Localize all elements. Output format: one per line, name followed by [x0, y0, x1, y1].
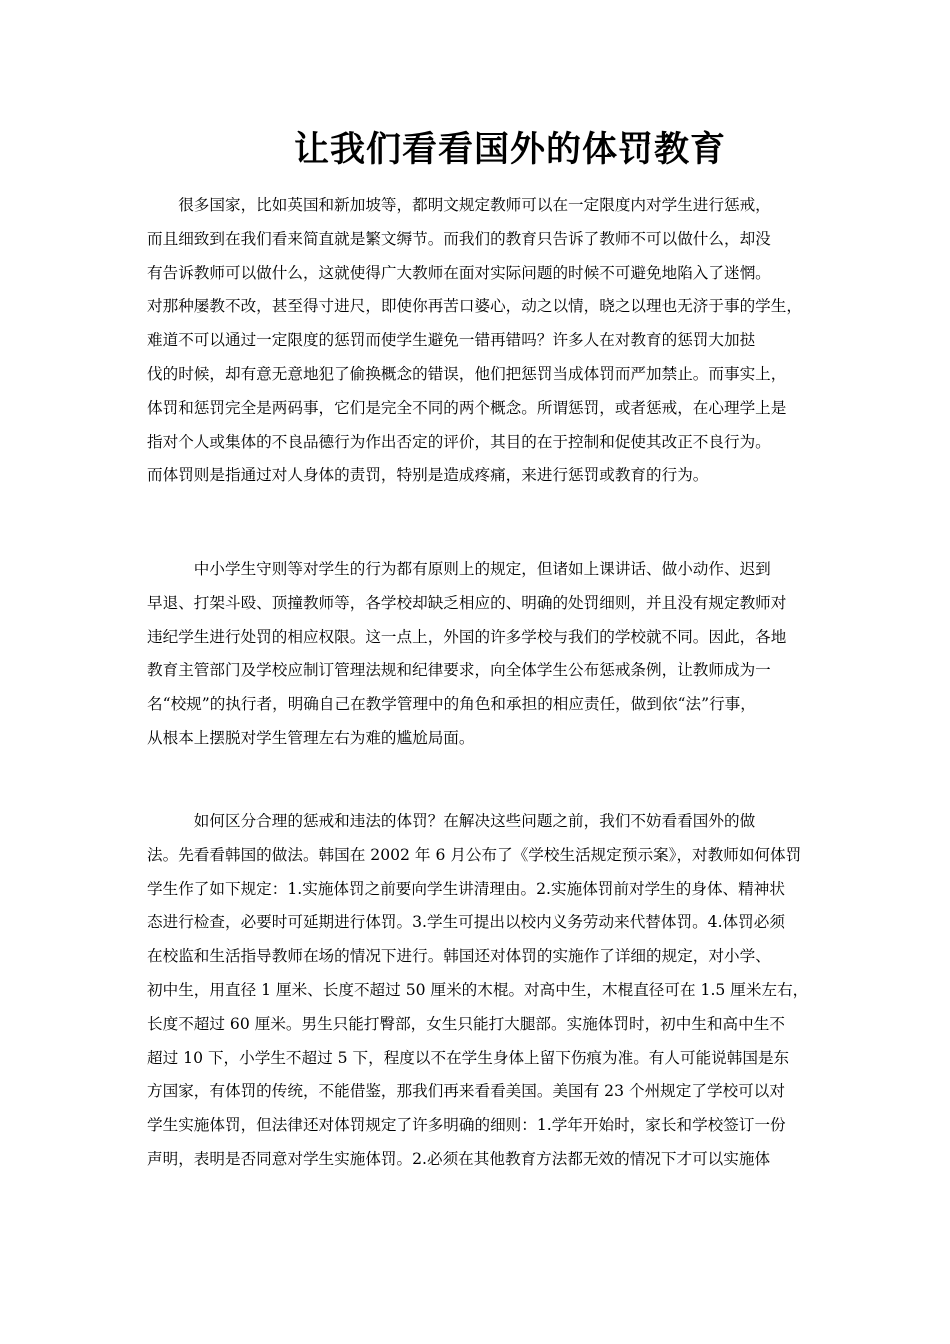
paragraph-line: 伐的时候，却有意无意地犯了偷换概念的错误，他们把惩罚当成体罚而严加禁止。而事实上， — [147, 364, 787, 383]
paragraph-line: 而且细致到在我们看来简直就是繁文缛节。而我们的教育只告诉了教师不可以做什么，却没 — [147, 229, 771, 248]
paragraph-line: 在校监和生活指导教师在场的情况下进行。韩国还对体罚的实施作了详细的规定，对小学、 — [147, 947, 771, 966]
paragraph-line: 违纪学生进行处罚的相应权限。这一点上，外国的许多学校与我们的学校就不同。因此，各地 — [147, 627, 787, 646]
paragraph-1 — [147, 189, 811, 493]
paragraph-line: 学生作了如下规定：1.实施体罚之前要向学生讲清理由。2.实施体罚前对学生的身体、精神状 — [147, 879, 785, 898]
paragraph-line: 法。先看看韩国的做法。韩国在 2002 年 6 月公布了《学校生活规定预示案》，对教师如何体罚 — [147, 845, 802, 864]
paragraph-line: 如何区分合理的惩戒和违法的体罚？在解决这些问题之前，我们不妨看看国外的做 — [147, 812, 756, 830]
paragraph-line: 对那种屡教不改，甚至得寸进尺，即使你再苦口婆心，动之以情，晓之以理也无济于事的学生， — [147, 297, 802, 316]
document-title: 让我们看看国外的体罚教育 — [293, 130, 726, 170]
paragraph-3 — [147, 805, 811, 1177]
paragraph-line: 声明，表明是否同意对学生实施体罚。2.必须在其他教育方法都无效的情况下才可以实施体 — [147, 1149, 771, 1168]
paragraph-line: 难道不可以通过一定限度的惩罚而使学生避免一错再错吗？许多人在对教育的惩罚大加挞 — [147, 331, 756, 350]
paragraph-line: 从根本上摆脱对学生管理左右为难的尴尬局面。 — [147, 728, 475, 747]
paragraph-line: 很多国家，比如英国和新加坡等，都明文规定教师可以在一定限度内对学生进行惩戒， — [147, 196, 771, 214]
paragraph-line: 超过 10 下，小学生不超过 5 下，程度以不在学生身体上留下伤痕为准。有人可能说韩国是东 — [147, 1048, 790, 1067]
paragraph-line: 教育主管部门及学校应制订管理法规和纪律要求，向全体学生公布惩戒条例，让教师成为一 — [147, 661, 771, 680]
paragraph-line: 中小学生守则等对学生的行为都有原则上的规定，但诸如上课讲话、做小动作、迟到 — [147, 560, 771, 578]
paragraph-line: 而体罚则是指通过对人身体的责罚，特别是造成疼痛，来进行惩罚或教育的行为。 — [147, 466, 709, 485]
paragraph-line: 指对个人或集体的不良品德行为作出否定的评价，其目的在于控制和促使其改正不良行为。 — [147, 432, 771, 451]
paragraph-line: 初中生，用直径 1 厘米、长度不超过 50 厘米的木棍。对高中生，木棍直径可在 1.5 厘米左右， — [147, 980, 809, 999]
paragraph-2 — [147, 553, 811, 756]
paragraph-line: 学生实施体罚，但法律还对体罚规定了许多明确的细则：1.学年开始时，家长和学校签订一份 — [147, 1116, 786, 1135]
paragraph-line: 有告诉教师可以做什么，这就使得广大教师在面对实际问题的时候不可避免地陷入了迷惘。 — [147, 263, 771, 282]
paragraph-line: 名“校规”的执行者，明确自己在教学管理中的角色和承担的相应责任，做到依“法”行事， — [147, 695, 756, 714]
paragraph-line: 早退、打架斗殴、顶撞教师等，各学校却缺乏相应的、明确的处罚细则，并且没有规定教师对 — [147, 593, 787, 612]
paragraph-line: 方国家，有体罚的传统，不能借鉴，那我们再来看看美国。美国有 23 个州规定了学校可以对 — [147, 1082, 785, 1101]
paragraph-line: 体罚和惩罚完全是两码事，它们是完全不同的两个概念。所谓惩罚，或者惩戒，在心理学上是 — [147, 398, 787, 417]
paragraph-line: 长度不超过 60 厘米。男生只能打臀部，女生只能打大腿部。实施体罚时，初中生和高中生不 — [147, 1014, 785, 1033]
paragraph-line: 态进行检查，必要时可延期进行体罚。3.学生可提出以校内义务劳动来代替体罚。4.体罚必须 — [147, 913, 785, 932]
